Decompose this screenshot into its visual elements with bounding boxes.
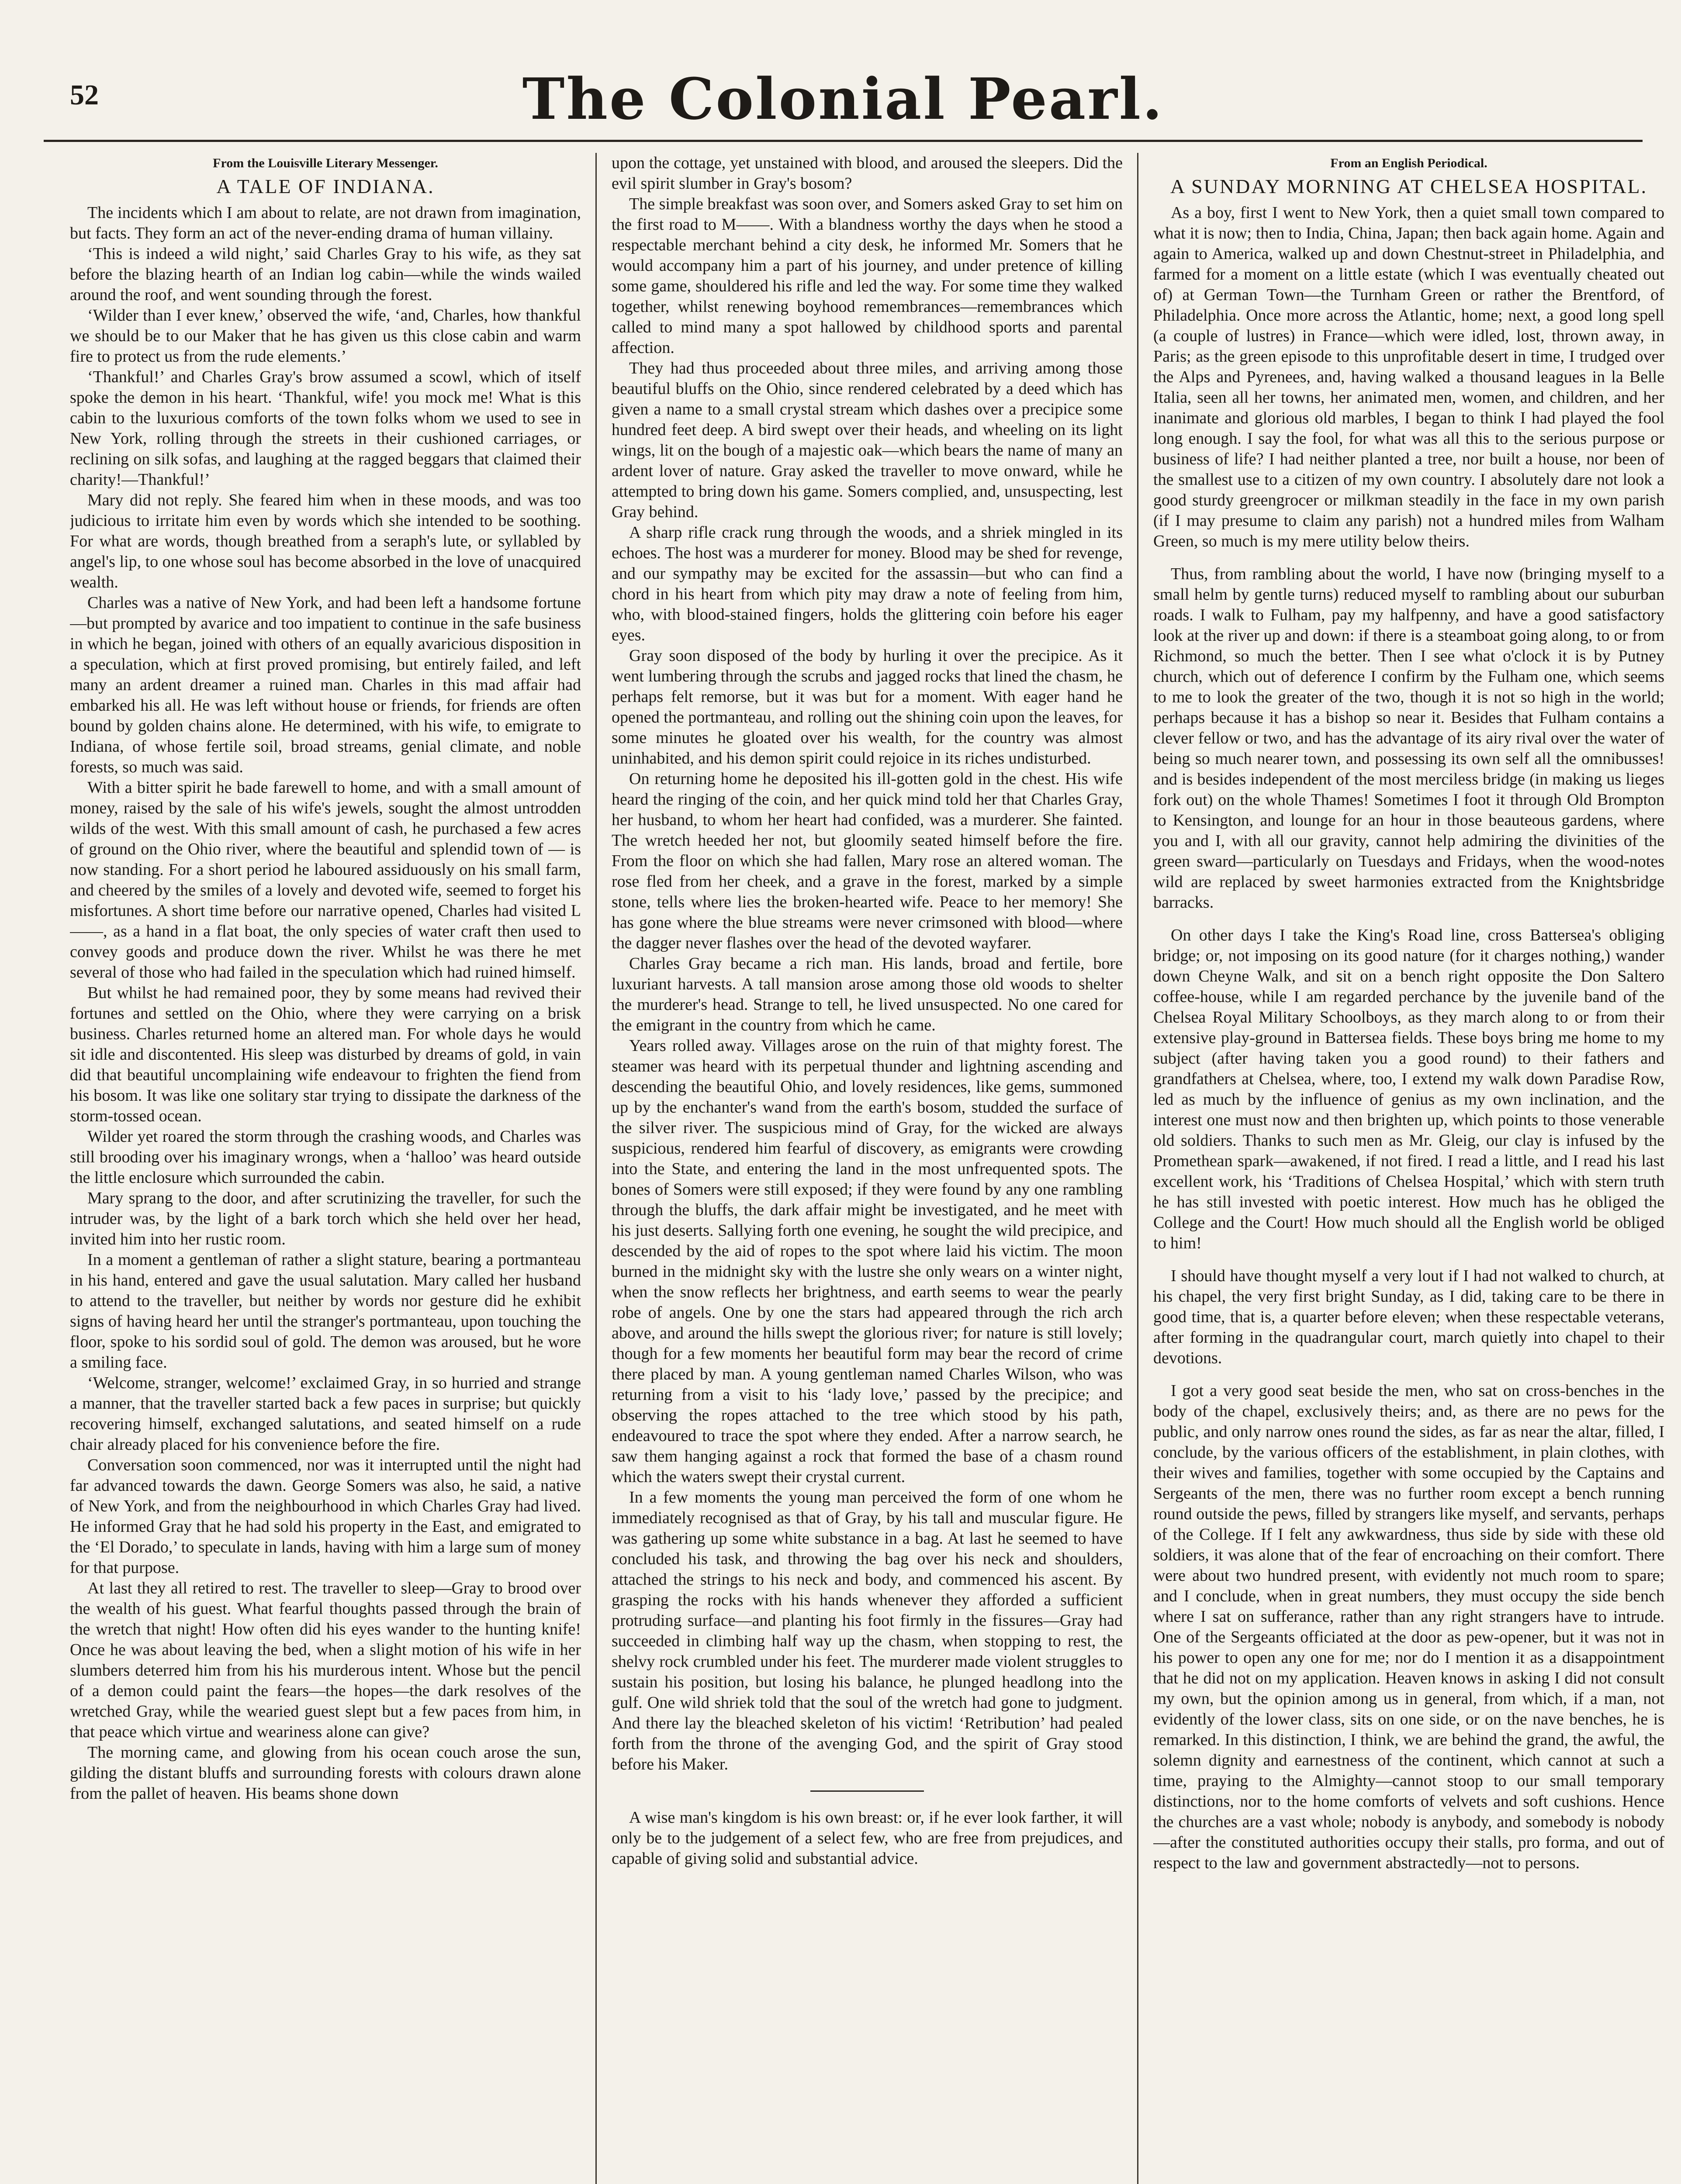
paragraph: In a few moments the young man perceived the form of one whom he immediately recognised as that of Gray, by his tall and muscular figure. He was gathering up some white substance in a bag. At last he seemed to have concluded his task, and throwing the bag over his neck and shoulders, attached the strings to his neck and body, and commenced his ascent. By grasping the rocks with his hands whenever they afforded a sufficient protruding surface—and planting his foot firmly in the fissures—Gray had succeeded in climbing half way up the chasm, when stopping to rest, the shelvy rock crumbled under his feet. The murderer made violent struggles to sustain his position, but losing his balance, he plunged headlong into the gulf. One wild shriek told that the soul of the wretch had gone to judgment. And there lay the bleached skeleton of his victim! ‘Retribution’ had pealed forth from the throne of the avenging God, and the spirit of Gray stood before his Maker. — [612, 1488, 1123, 1773]
paragraph: ‘Wilder than I ever knew,’ observed the wife, ‘and, Charles, how thankful we should be to our Maker that he has given us this close cabin and warm fire to protect us from the rude elements.’ — [70, 306, 581, 366]
column-2 — [612, 153, 1123, 2184]
article-title: A SUNDAY MORNING AT CHELSEA HOSPITAL. — [1170, 175, 1648, 197]
paragraph: I got a very good seat beside the men, who sat on cross-benches in the body of the chapel, exclusively theirs; and, as there are no pews for the public, and only narrow ones round the sides, as far as near the altar, filled, I conclude, by the various officers of the establishment, in plain clothes, with their wives and families, together with some occupied by the Captains and Sergeants of the men, there was no further room except a bench running round outside the pews, filled by strangers like myself, and servants, perhaps of the College. If I felt any awkwardness, thus side by side with these old soldiers, it was alone that of the fear of encroaching on their comfort. There were about two hundred present, with evidently not much room to spare; and I conclude, when in great numbers, they must occupy the side bench where I sat on sufferance, rather than any right strangers have to intrude. One of the Sergeants officiated at the door as pew-opener, but it was not in his power to open any one for me; nor do I mention it as a disappointment that he did not on my application. Heaven knows in asking I did not consult my own, but the opinion among us in general, from which, if a man, not evidently of the lower class, sits on one side, or on the nave benches, he is remarked. In this distinction, I think, we are behind the grand, the awful, the solemn dignity and earnestness of the continent, which cannot at such a time, praying to the Almighty—cannot stoop to our small temporary distinctions, nor to the home comforts of velvets and soft cushions. Hence the churches are a vast whole; nobody is anybody, and somebody is nobody—after the constituted authorities occupy their stalls, pro forma, and out of respect to the law and government abstractedly—not to persons. — [1153, 1382, 1664, 1872]
paragraph: ‘This is indeed a wild night,’ said Charles Gray to his wife, as they sat before the blazing hearth of an Indian log cabin—while the winds wailed around the roof, and went sounding through the forest. — [70, 245, 581, 304]
column-rule — [1137, 153, 1138, 2184]
paragraph: upon the cottage, yet unstained with blood, and aroused the sleepers. Did the evil spirit slumber in Gray's bosom? — [612, 154, 1123, 193]
paragraph: At last they all retired to rest. The traveller to sleep—Gray to brood over the wealth of his guest. What fearful thoughts passed through the brain of the wretch that night! How often did his eyes wander to the hunting knife! Once he was about leaving the bed, when a slight motion of his wife in her slumbers deterred him from his his murderous intent. Whose but the pencil of a demon could paint the fears—the hopes—the dark resolves of the wretched Gray, while the wearied guest slept but a few paces from him, in that peace which virtue and weariness alone can give? — [70, 1579, 581, 1741]
paragraph: Years rolled away. Villages arose on the ruin of that mighty forest. The steamer was heard with its perpetual thunder and lightning ascending and descending the beautiful Ohio, and lovely residences, like gems, summoned up by the enchanter's wand from the earth's bosom, studded the surface of the silver river. The suspicious mind of Gray, for the wicked are always suspicious, rendered him fearful of discovery, as emigrants were crowding into the State, and entering the land in the most unfrequented spots. The bones of Somers were still exposed; if they were found by any one rambling through the bluffs, the dark affair might be investigated, and he meet with his just deserts. Sallying forth one evening, he sought the wild precipice, and descended by the aid of ropes to the spot where laid his victim. The moon burned in the midnight sky with the lustre she only wears on a winter night, when the snow reflects her brightness, and earth seems to wear the pearly robe of angels. One by one the stars had appeared through the rich arch above, and around the hills swept the glorious river; for nature is still lovely; though for a few moments her beautiful form may bear the record of crime there placed by man. A young gentleman named Charles Wilson, who was returning from a visit to his ‘lady love,’ passed by the precipice; and observing the ropes attached to the tree which stood by his path, endeavoured to trace the spot where they ended. After a narrow search, he saw them hanging against a rock that formed the base of a chasm round which the waters swept their crystal current. — [612, 1037, 1123, 1486]
paragraph: In a moment a gentleman of rather a slight stature, bearing a portmanteau in his hand, entered and gave the usual salutation. Mary called her husband to attend to the traveller, but neither by words nor gesture did he exhibit signs of having heard her until the stranger's portmanteau, upon touching the floor, spoke to his sordid soul of gold. The demon was aroused, but he wore a smiling face. — [70, 1251, 581, 1372]
paragraph: I should have thought myself a very lout if I had not walked to church, at his chapel, the very first bright Sunday, as I did, taking care to be there in good time, that is, a quarter before eleven; when these respectable veterans, after forming in the quadrangular court, march quietly into chapel to their devotions. — [1153, 1267, 1664, 1367]
page-number: 52 — [70, 79, 99, 111]
paragraph: Charles was a native of New York, and had been left a handsome fortune—but prompted by avarice and too impatient to continue in the safe business in which he began, joined with others of an equally avaricious disposition in a speculation, which at first proved promising, but entirely failed, and left many an ardent dreamer a ruined man. Charles in this mad affair had embarked his all. He was left without house or friends, for friends are often bound by golden chains alone. He determined, with his wife, to emigrate to Indiana, of whose fertile soil, broad streams, genial climate, and noble forests, so much was said. — [70, 594, 581, 776]
paragraph: But whilst he had remained poor, they by some means had revived their fortunes and settled on the Ohio, where they were carrying on a brisk business. Charles returned home an altered man. For whole days he would sit idle and discontented. His sleep was disturbed by dreams of gold, in vain did that beautiful uncomplaining wife endeavour to frighten the fiend from his bosom. It was like one solitary star trying to dissipate the darkness of the storm-tossed ocean. — [70, 984, 581, 1125]
paragraph: On other days I take the King's Road line, cross Battersea's obliging bridge; or, not imposing on its good nature (for it charges nothing,) wander down Cheyne Walk, and sit on a bench right opposite the Don Saltero coffee-house, while I am regarded perchance by the juvenile band of the Chelsea Royal Military Schoolboys, as they march along to or from their extensive play-ground in Battersea fields. These boys bring me home to my subject (after having taken you a good round) to their fathers and grandfathers at Chelsea, where, too, I extend my walk down Paradise Row, led as much by the influence of genius as my own inclination, and the interest one must now and then brighten up, which points to those venerable old soldiers. Thanks to such men as Mr. Gleig, our clay is infused by the Promethean spark—awakened, if not fired. I read a little, and I read his last excellent work, his ‘Traditions of Chelsea Hospital,’ which with stern truth he has still invested with poetic interest. How much has he obliged the College and the Court! How much should all the English world be obliged to him! — [1153, 926, 1664, 1252]
masthead — [44, 52, 1643, 142]
column-1 — [70, 153, 581, 2184]
paragraph: On returning home he deposited his ill-gotten gold in the chest. His wife heard the ringing of the coin, and her quick mind told her that Charles Gray, her husband, to whom her heart had confided, was a murderer. She fainted. The wretch heeded her not, but gloomily seated himself before the fire. From the floor on which she had fallen, Mary rose an altered woman. The rose fled from her cheek, and a grave in the forest, marked by a simple stone, tells where lies the broken-hearted wife. Peace to her memory! She has gone where the blue streams were never crimsoned with blood—where the dagger never flashes over the head of the devoted wayfarer. — [612, 770, 1123, 952]
article-title: A TALE OF INDIANA. — [216, 175, 435, 197]
section-divider — [810, 1790, 924, 1792]
paragraph: The morning came, and glowing from his ocean couch arose the sun, gilding the distant bluffs and surrounding forests with colours drawn alone from the pallet of heaven. His beams shone down — [70, 1743, 581, 1803]
article-source: From the Louisville Literary Messenger. — [213, 156, 438, 170]
paragraph: ‘Thankful!’ and Charles Gray's brow assumed a scowl, which of itself spoke the demon in his heart. ‘Thankful, wife! you mock me! What is this cabin to the luxurious comforts of the town folks whom we used to see in New York, rolling through the streets in their cushioned carriages, or reclining on silk sofas, and laughing at the ragged beggars that claimed their charity!—Thankful!’ — [70, 368, 581, 489]
paragraph: ‘Welcome, stranger, welcome!’ exclaimed Gray, in so hurried and strange a manner, that the traveller started back a few paces in surprise; but quickly recovering himself, exchanged salutations, and seated himself on a rude chair already placed for his convenience before the fire. — [70, 1374, 581, 1454]
newspaper-title: The Colonial Pearl. — [522, 66, 1164, 132]
paragraph: Charles Gray became a rich man. His lands, broad and fertile, bore luxuriant harvests. A tall mansion arose among those old woods to shelter the murderer's head. Strange to tell, he lived unsuspected. No one cared for the emigrant in the country from which he came. — [612, 954, 1123, 1034]
paragraph: Conversation soon commenced, nor was it interrupted until the night had far advanced towards the dawn. George Somers was also, he said, a native of New York, and from the neighbourhood in which Charles Gray had lived. He informed Gray that he had sold his property in the East, and emigrated to the ‘El Dorado,’ to speculate in lands, having with him a large sum of money for that purpose. — [70, 1456, 581, 1577]
paragraph: A sharp rifle crack rung through the woods, and a shriek mingled in its echoes. The host was a murderer for money. Blood may be shed for revenge, and our sympathy may be excited for the assassin—but who can find a chord in his heart from which pity may draw a note of feeling from him, who, with blood-stained fingers, holds the glittering coin before his eager eyes. — [612, 523, 1123, 644]
paragraph: Wilder yet roared the storm through the crashing woods, and Charles was still brooding over his imaginary wrongs, when a ‘halloo’ was heard outside the little enclosure which surrounded the cabin. — [70, 1127, 581, 1187]
column-rule — [595, 153, 597, 2184]
column-3 — [1153, 153, 1664, 2184]
paragraph: Mary did not reply. She feared him when in these moods, and was too judicious to irritate him even by words which she intended to be soothing. For what are words, though breathed from a seraph's lute, or syllabled by angel's lip, to one whose soul has become absorbed in the love of unacquired wealth. — [70, 491, 581, 591]
paragraph: As a boy, first I went to New York, then a quiet small town compared to what it is now; then to India, China, Japan; then back again home. Again and again to America, walked up and down Chestnut-street in Philadelphia, and farmed for a moment on a little estate (which I was eventually cheated out of) at German Town—the Turnham Green or rather the Brentford, of Philadelphia. Once more across the Atlantic, home; next, a good long spell (a couple of lustres) in France—which were idled, lost, thrown away, in Paris; as the green episode to this unprofitable desert in time, I trudged over the Alps and Pyrenees, and, having walked a thousand leagues in la Belle Italia, seen all her towns, her animated men, women, and children, and her inanimate and glorious old marbles, I began to think I had played the fool long enough. I say the fool, for what was all this to the serious purpose or business of life? I had neither planted a tree, nor built a house, nor been of the smallest use to a citizen of my own country. I absolutely dare not look a good sturdy greengrocer or milkman steadily in the face in my own parish (if I may presume to claim any parish) not a hundred miles from Walham Green, so much is my mere utility below theirs. — [1153, 204, 1664, 550]
article-source: From an English Periodical. — [1330, 156, 1487, 170]
paragraph: Thus, from rambling about the world, I have now (bringing myself to a small helm by gentle turns) reduced myself to rambling about our suburban roads. I walk to Fulham, pay my halfpenny, and have a good satisfactory look at the river up and down: if there is a steamboat going along, to or from Richmond, so much the better. Then I see what o'clock it is by Putney church, which out of deference I confirm by the Fulham one, which seems to me to look the greater of the two, though it is not so high in the world; perhaps because it has a bishop so near it. Besides that Fulham contains a clever fellow or two, and has the advantage of its airy rival over the water of being so much nearer town, and possessing its own self all the omnibusses! and is besides independent of the most merciless bridge (in making us lieges fork out) on the whole Thames! Sometimes I foot it through Old Brompton to Kensington, and lounge for an hour in those beauteous gardens, where you and I, with all our gravity, cannot help admiring the divinities of the green sward—particularly on Tuesdays and Fridays, when the wood-notes wild are replaced by sweet harmonies extracted from the Knightsbridge barracks. — [1153, 565, 1664, 912]
paragraph: The incidents which I am about to relate, are not drawn from imagination, but facts. They form an act of the never-ending drama of human villainy. — [70, 204, 581, 242]
paragraph: Gray soon disposed of the body by hurling it over the precipice. As it went lumbering through the scrubs and jagged rocks that lined the chasm, he perhaps felt remorse, but it was but for a moment. With eager hand he opened the portmanteau, and rolling out the shining coin upon the leaves, for some minutes he gloated over his wealth, for the country was almost uninhabited, and his demon spirit could rejoice in its riches undisturbed. — [612, 646, 1123, 767]
paragraph: They had thus proceeded about three miles, and arriving among those beautiful bluffs on the Ohio, since rendered celebrated by a deed which has given a name to a small crystal stream which dashes over a precipice some hundred feet deep. A bird swept over their heads, and wheeling on its light wings, lit on the bough of a majestic oak—which bears the name of many an ardent lover of nature. Gray asked the traveller to move onward, while he attempted to bring down his game. Somers complied, and, unsuspecting, lest Gray behind. — [612, 359, 1123, 521]
paragraph: Mary sprang to the door, and after scrutinizing the traveller, for such the intruder was, by the light of a bark torch which she held over her head, invited him into her rustic room. — [70, 1189, 581, 1248]
paragraph: With a bitter spirit he bade farewell to home, and with a small amount of money, raised by the sale of his wife's jewels, sought the almost untrodden wilds of the west. With this small amount of cash, he purchased a few acres of ground on the Ohio river, where the beautiful and splendid town of — is now standing. For a short period he laboured assiduously on his small farm, and cheered by the smiles of a lovely and devoted wife, seemed to forget his misfortunes. A short time before our narrative opened, Charles had visited L——, as a hand in a flat boat, the only species of water craft then used to convey goods and produce down the river. Whilst he was there he met several of those who had failed in the speculation which had ruined himself. — [70, 778, 581, 981]
maxim-paragraph: A wise man's kingdom is his own breast: or, if he ever look farther, it will only be to the judgement of a select few, who are free from prejudices, and capable of giving solid and substantial advice. — [612, 1808, 1123, 1868]
columns — [70, 153, 1664, 2184]
paragraph: The simple breakfast was soon over, and Somers asked Gray to set him on the first road to M——. With a blandness worthy the days when he stood a respectable merchant behind a city desk, he informed Mr. Somers that he would accompany him a part of his journey, and under pretence of killing some game, shouldered his rifle and led the way. For some time they walked together, whilst renewing boyhood remembrances—remembrances which called to mind many a spot hallowed by childhood sports and parental affection. — [612, 195, 1123, 357]
